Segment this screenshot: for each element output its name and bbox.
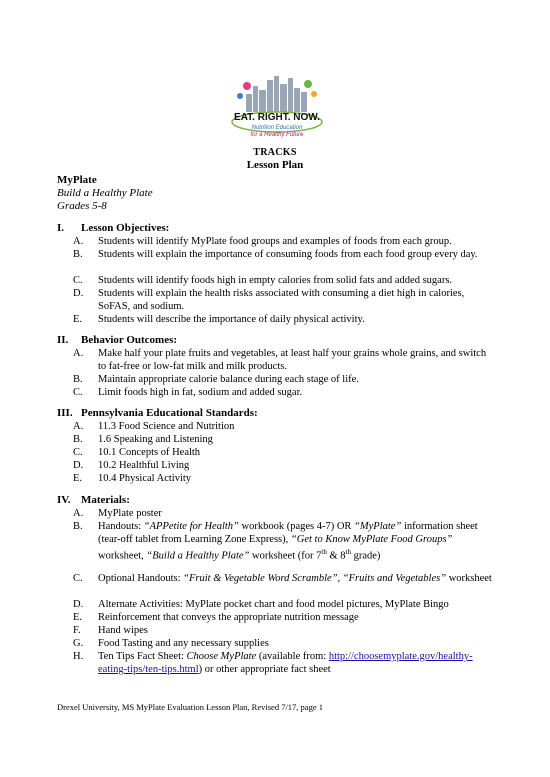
materials-item: G. Food Tasting and any necessary supplies: [73, 638, 269, 649]
lesson-topic: MyPlate: [57, 174, 97, 186]
objective-item: E. Students will describe the importance of daily physical activity.: [73, 314, 365, 325]
standard-item: D. 10.2 Healthful Living: [73, 460, 190, 471]
objective-item: A. Students will identify MyPlate food groups and examples of foods from each group.: [73, 236, 452, 247]
standard-item: C. 10.1 Concepts of Health: [73, 447, 201, 458]
lesson-subtitle: Build a Healthy Plate: [57, 187, 153, 199]
materials-item: C. Optional Handouts: “Fruit & Vegetable Word Scramble”, “Fruits and Vegetables” worksheet: [73, 573, 492, 584]
standard-item: B. 1.6 Speaking and Listening: [73, 434, 213, 445]
materials-item: H. Ten Tips Fact Sheet: Choose MyPlate (available from: http://choosemyplate.gov/healthy-eating-tips/ten-tips.html) or other appropriate fact sheet: [73, 651, 473, 675]
behavior-item: C. Limit foods high in fat, sodium and added sugar.: [73, 387, 303, 398]
behavior-item: B. Maintain appropriate calorie balance during each stage of life.: [73, 374, 359, 385]
standard-item: E. 10.4 Physical Activity: [73, 473, 192, 484]
logo-title: EAT. RIGHT. NOW.: [234, 112, 320, 123]
eat-right-now-logo: [228, 72, 326, 142]
section-heading-behavior: II. Behavior Outcomes:: [57, 334, 178, 346]
objective-item: C. Students will identify foods high in empty calories from solid fats and added sugars.: [73, 275, 453, 286]
objective-item: B. Students will explain the importance of consuming foods from each food group every day.: [73, 249, 478, 260]
standard-item: A. 11.3 Food Science and Nutrition: [73, 421, 235, 432]
program-title: [0, 146, 550, 159]
logo-tagline-2: for a Healthy Future: [250, 132, 304, 138]
logo-tagline-1: Nutrition Education: [251, 125, 303, 131]
page-footer: Drexel University, MS MyPlate Evaluation Lesson Plan, Revised 7/17, page 1: [57, 702, 323, 712]
document-title: Lesson Plan: [246, 159, 304, 171]
materials-item: D. Alternate Activities: MyPlate pocket chart and food model pictures, MyPlate Bingo: [73, 599, 449, 610]
section-heading-standards: III. Pennsylvania Educational Standards:: [57, 407, 258, 419]
materials-item: B. Handouts: “APPetite for Health” workbook (pages 4-7) OR “MyPlate” information sheet (tear-off tablet from Learning Zone Express), “Get to Know MyPlate Food Groups” worksheet, “Build a Healthy Plate” worksheet (for 7th & 8th grade): [73, 521, 478, 562]
section-heading-materials: IV. Materials:: [57, 494, 130, 506]
program-name: TRACKS: [253, 147, 297, 158]
section-heading-objectives: I. Lesson Objectives:: [57, 222, 170, 234]
objective-item: D. Students will explain the health risks associated with consuming a diet high in calories, SoFAS, and sodium.: [73, 288, 465, 312]
behavior-item: A. Make half your plate fruits and vegetables, at least half your grains whole grains, and switch to fat-free or low-fat milk and milk products.: [73, 348, 487, 372]
ten-tips-link[interactable]: http://choosemyplate.gov/healthy-eating-tips/ten-tips.html: [98, 651, 473, 675]
materials-item: A. MyPlate poster: [73, 508, 162, 519]
materials-item: F. Hand wipes: [73, 625, 148, 636]
materials-item: E. Reinforcement that conveys the appropriate nutrition message: [73, 612, 359, 623]
grade-level: Grades 5-8: [57, 200, 107, 212]
